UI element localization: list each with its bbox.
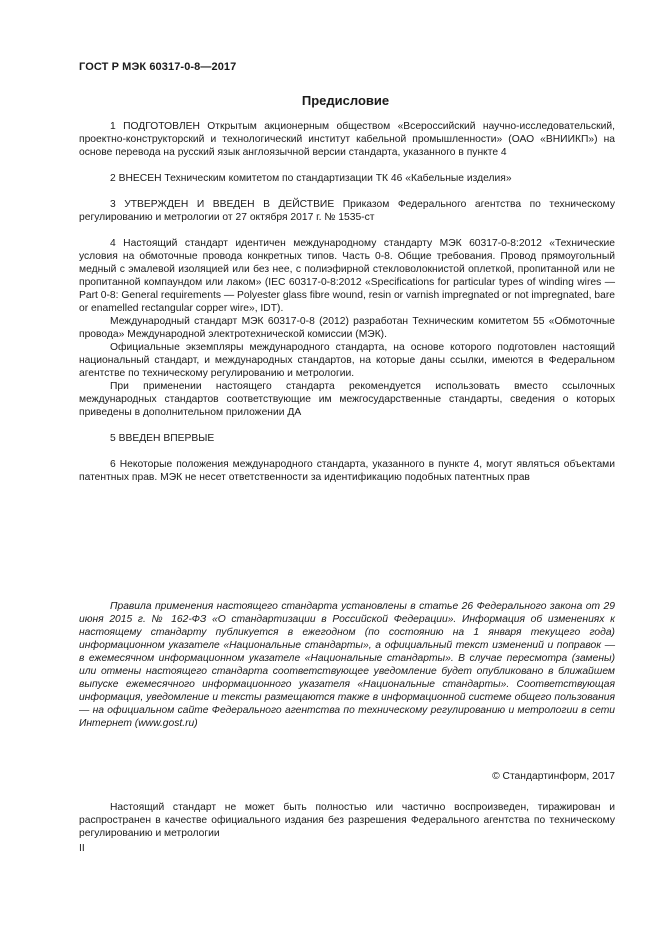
item-4-identical: 4 Настоящий стандарт идентичен международному стандарту МЭК 60317-0-8:2012 «Технические условия на обмоточные провода конкретных типов. Часть 0-8. Общие требования. Провод прямоугольный медный с эмалевой изоляцией или без нее, с полиэфирной стекловолокнистой оплеткой, пропитанной или не пропитанной компаундом или лаком» (IEC 60317-0-8:2012 «Specifications for particular types of winding wires — Part 0-8: General requirements — Polyester glass fibre wound, resin or varnish impregnated or not impregnated, bare or enamelled rectangular copper wire», IDT). [79,238,615,314]
reproduction-notice [79,801,615,840]
item-4-application: При применении настоящего стандарта рекомендуется использовать вместо ссылочных международных стандартов соответствующие им межгосударственные стандарты, сведения о которых приведены в дополнительном приложении ДА [79,381,615,418]
item-6-patents: 6 Некоторые положения международного стандарта, указанного в пункте 4, могут являться объектами патентных прав. МЭК не несет ответственности за идентификацию подобных патентных прав [79,459,615,483]
item-2-introduced: 2 ВНЕСЕН Техническим комитетом по стандартизации ТК 46 «Кабельные изделия» [110,173,512,184]
application-rules-notice [79,600,615,730]
standard-code-header: ГОСТ Р МЭК 60317-0-8—2017 [79,61,237,73]
notice-text: Правила применения настоящего стандарта установлены в статье 26 Федерального закона от 29 июня 2015 г. № 162-ФЗ «О стандартизации в Российской Федерации». Информация об изменениях к настоящему стандарту публикуется в ежегодном (по состоянию на 1 января текущего года) информационном указателе «Национальные стандарты», а официальный текст изменений и поправок — в ежемесячном информационном указателе «Национальные стандарты». В случае пересмотра (замены) или отмены настоящего стандарта соответствующее уведомление будет опубликовано в ближайшем выпуске ежемесячного информационного указателя «Национальные стандарты». Соответствующая информация, уведомление и тексты размещаются также в информационной системе общего пользования — на официальном сайте Федерального агентства по техническому регулированию и метрологии в сети Интернет (www.gost.ru) [79,601,615,729]
item-4-official-copies: Официальные экземпляры международного стандарта, на основе которого подготовлен настоящий национальный стандарт, и международных стандартов, на которые даны ссылки, имеются в Федеральном агентстве по техническому регулированию и метрологии. [79,342,615,379]
copyright-line: © Стандартинформ, 2017 [492,771,615,782]
page-number: II [79,843,85,854]
item-3-approved: 3 УТВЕРЖДЕН И ВВЕДЕН В ДЕЙСТВИЕ Приказом Федерального агентства по техническому регулированию и метрологии от 27 октября 2017 г. № 1535-ст [79,199,615,223]
item-5-first-introduced: 5 ВВЕДЕН ВПЕРВЫЕ [110,433,215,444]
reproduction-text: Настоящий стандарт не может быть полностью или частично воспроизведен, тиражирован и распространен в качестве официального издания без разрешения Федерального агентства по техническому регулированию и метрологии [79,802,615,839]
section-title-text: Предисловие [301,93,390,108]
item-4-developed-by: Международный стандарт МЭК 60317-0-8 (2012) разработан Техническим комитетом 55 «Обмоточные провода» Международной электротехнической комиссии (МЭК). [79,316,615,340]
foreword-body [79,120,615,484]
section-title [0,93,661,108]
item-1-prepared: 1 ПОДГОТОВЛЕН Открытым акционерным обществом «Всероссийский научно-исследовательский, проектно-конструкторский и технологический институт кабельной промышленности» (ОАО «ВНИИКП») на основе перевода на русский язык англоязычной версии стандарта, указанного в пункте 4 [79,121,615,158]
